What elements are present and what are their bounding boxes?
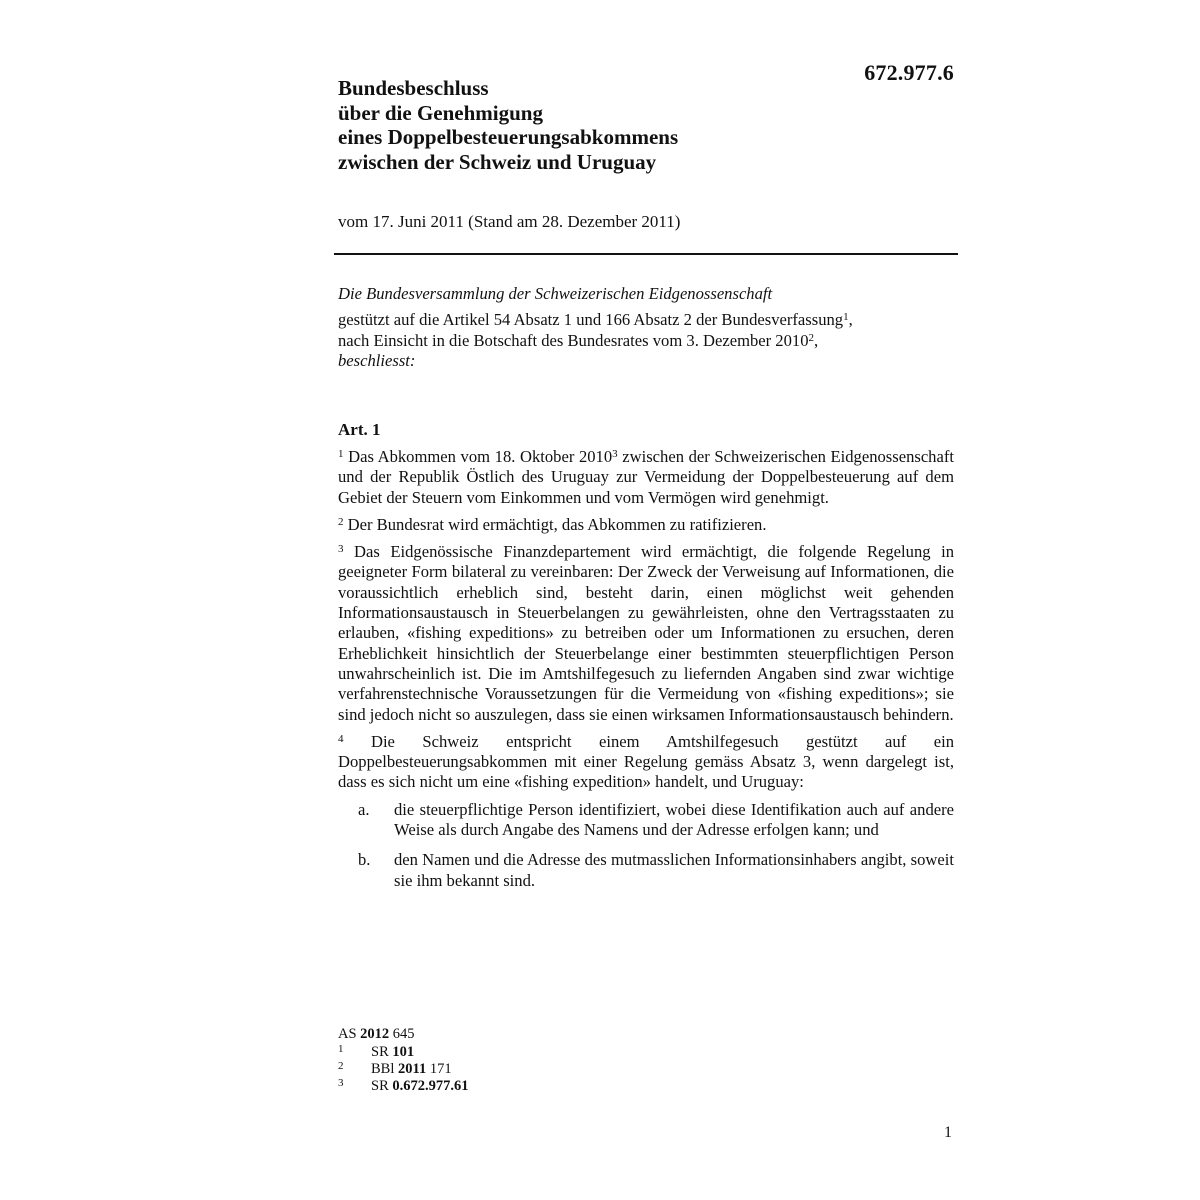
preamble bbox=[338, 284, 954, 371]
list-item bbox=[338, 850, 954, 891]
list-item-text: den Namen und die Adresse des mutmasslichen Informationsinhabers angibt, soweit sie ihm bekannt sind. bbox=[394, 850, 954, 890]
paragraph-number: 3 bbox=[338, 543, 344, 556]
footnote-prefix: SR bbox=[371, 1078, 393, 1094]
date-line: vom 17. Juni 2011 (Stand am 28. Dezember 2011) bbox=[338, 212, 681, 231]
message-reference-text: nach Einsicht in die Botschaft des Bundesrates vom 3. Dezember 2010 bbox=[338, 330, 809, 350]
footnote-prefix: BBl bbox=[371, 1061, 398, 1077]
footnote-suffix: 171 bbox=[426, 1061, 452, 1077]
footnote-number: 2 bbox=[338, 1060, 344, 1072]
as-page: 645 bbox=[389, 1026, 415, 1042]
article-body bbox=[338, 447, 954, 901]
footnote bbox=[338, 1061, 469, 1078]
article-heading: Art. 1 bbox=[338, 420, 381, 439]
paragraph-number: 1 bbox=[338, 448, 344, 460]
divider bbox=[334, 253, 958, 255]
paragraph-1 bbox=[338, 447, 954, 508]
footnote-number: 1 bbox=[338, 1043, 344, 1055]
paragraph-text: Das Eidgenössische Finanzdepartement wird ermächtigt, die folgende Regelung in geeigneter Form bilateral zu vereinbaren: Der Zweck der Verweisung auf Informationen, die voraussichtlich erheblich sind, besteht darin, einen möglichst weit gehenden Informationsaustausch in Steuerbelangen zu gewährleisten, ohne den Vertragsstaaten zu erlauben, «fishing expeditions» zu betreiben oder um Informationen zu ersuchen, deren Erheblichkeit hinsichtlich der Steuerbelange einer bestimmten steuerpflichtigen Person unwahrscheinlich ist. Die im Amtshilfegesuch zu liefernden Angaben sind zwar wichtige verfahrenstechnische Voraussetzungen für die Vermeidung von «fishing expeditions»; sie sind jedoch nicht so auszulegen, dass sie einen wirksamen Informationsaustausch behindern. bbox=[338, 542, 954, 724]
punctuation: , bbox=[848, 310, 853, 330]
as-prefix: AS bbox=[338, 1026, 361, 1042]
official-collection-ref bbox=[338, 1026, 469, 1043]
paragraph-4 bbox=[338, 732, 954, 793]
list-marker: b. bbox=[358, 850, 371, 870]
sr-number: 672.977.6 bbox=[864, 60, 954, 85]
title-line: über die Genehmigung bbox=[338, 100, 543, 125]
paragraph-text: Die Schweiz entspricht einem Amtshilfegesuch gestützt auf ein Doppelbesteuerungsabkommen mit einer Regelung gemäss Absatz 3, wenn dargelegt ist, dass es sich nicht um eine «fishing expedition» handelt, und Uruguay: bbox=[338, 731, 954, 792]
list-item-text: die steuerpflichtige Person identifiziert, wobei diese Identifikation auch auf andere Weise als durch Angabe des Namens und der Adresse erfolgen kann; und bbox=[394, 799, 954, 840]
document-title bbox=[338, 76, 898, 174]
paragraph-text: zwischen der Schweizerischen Eidgenossenschaft und der Republik Östlich des Uruguay zur Vermeidung der Doppelbesteuerung auf dem Gebiet der Steuern vom Einkommen und vom Vermögen wird genehmigt. bbox=[338, 447, 954, 507]
legal-basis-text: gestützt auf die Artikel 54 Absatz 1 und 166 Absatz 2 der Bundesverfassung bbox=[338, 310, 844, 330]
paragraph-number: 4 bbox=[338, 732, 344, 745]
paragraph-number: 2 bbox=[338, 515, 344, 528]
footnote-link[interactable]: 101 bbox=[392, 1044, 415, 1060]
paragraph-3 bbox=[338, 542, 954, 725]
footnotes bbox=[338, 1026, 469, 1095]
title-line: zwischen der Schweiz und Uruguay bbox=[338, 149, 657, 174]
punctuation: , bbox=[814, 330, 819, 350]
footnote-ref[interactable]: 2 bbox=[808, 331, 814, 344]
paragraph-text: Das Abkommen vom 18. Oktober 2010 bbox=[343, 447, 613, 466]
footnote-ref[interactable]: 3 bbox=[612, 448, 618, 460]
enacting-body: Die Bundesversammlung der Schweizerischen Eidgenossenschaft bbox=[338, 284, 773, 303]
paragraph-2 bbox=[338, 515, 954, 535]
footnote-prefix: SR bbox=[371, 1044, 393, 1060]
footnote-number: 3 bbox=[338, 1077, 344, 1089]
legal-basis bbox=[338, 310, 954, 330]
title-line: Bundesbeschluss bbox=[338, 76, 489, 100]
paragraph-text: Der Bundesrat wird ermächtigt, das Abkommen zu ratifizieren. bbox=[343, 514, 767, 534]
message-reference bbox=[338, 331, 954, 351]
page-number: 1 bbox=[944, 1124, 952, 1141]
footnote bbox=[338, 1044, 469, 1061]
list-marker: a. bbox=[358, 799, 370, 819]
footnote-ref[interactable]: 1 bbox=[843, 311, 849, 324]
footnote-link[interactable]: 2011 bbox=[398, 1061, 427, 1077]
footnote-link[interactable]: 0.672.977.61 bbox=[392, 1078, 469, 1094]
title-line: eines Doppelbesteuerungsabkommens bbox=[338, 125, 679, 149]
list-item bbox=[338, 800, 954, 841]
as-year: 2012 bbox=[360, 1026, 390, 1042]
decision-formula: beschliesst: bbox=[338, 350, 416, 370]
footnote bbox=[338, 1078, 469, 1095]
